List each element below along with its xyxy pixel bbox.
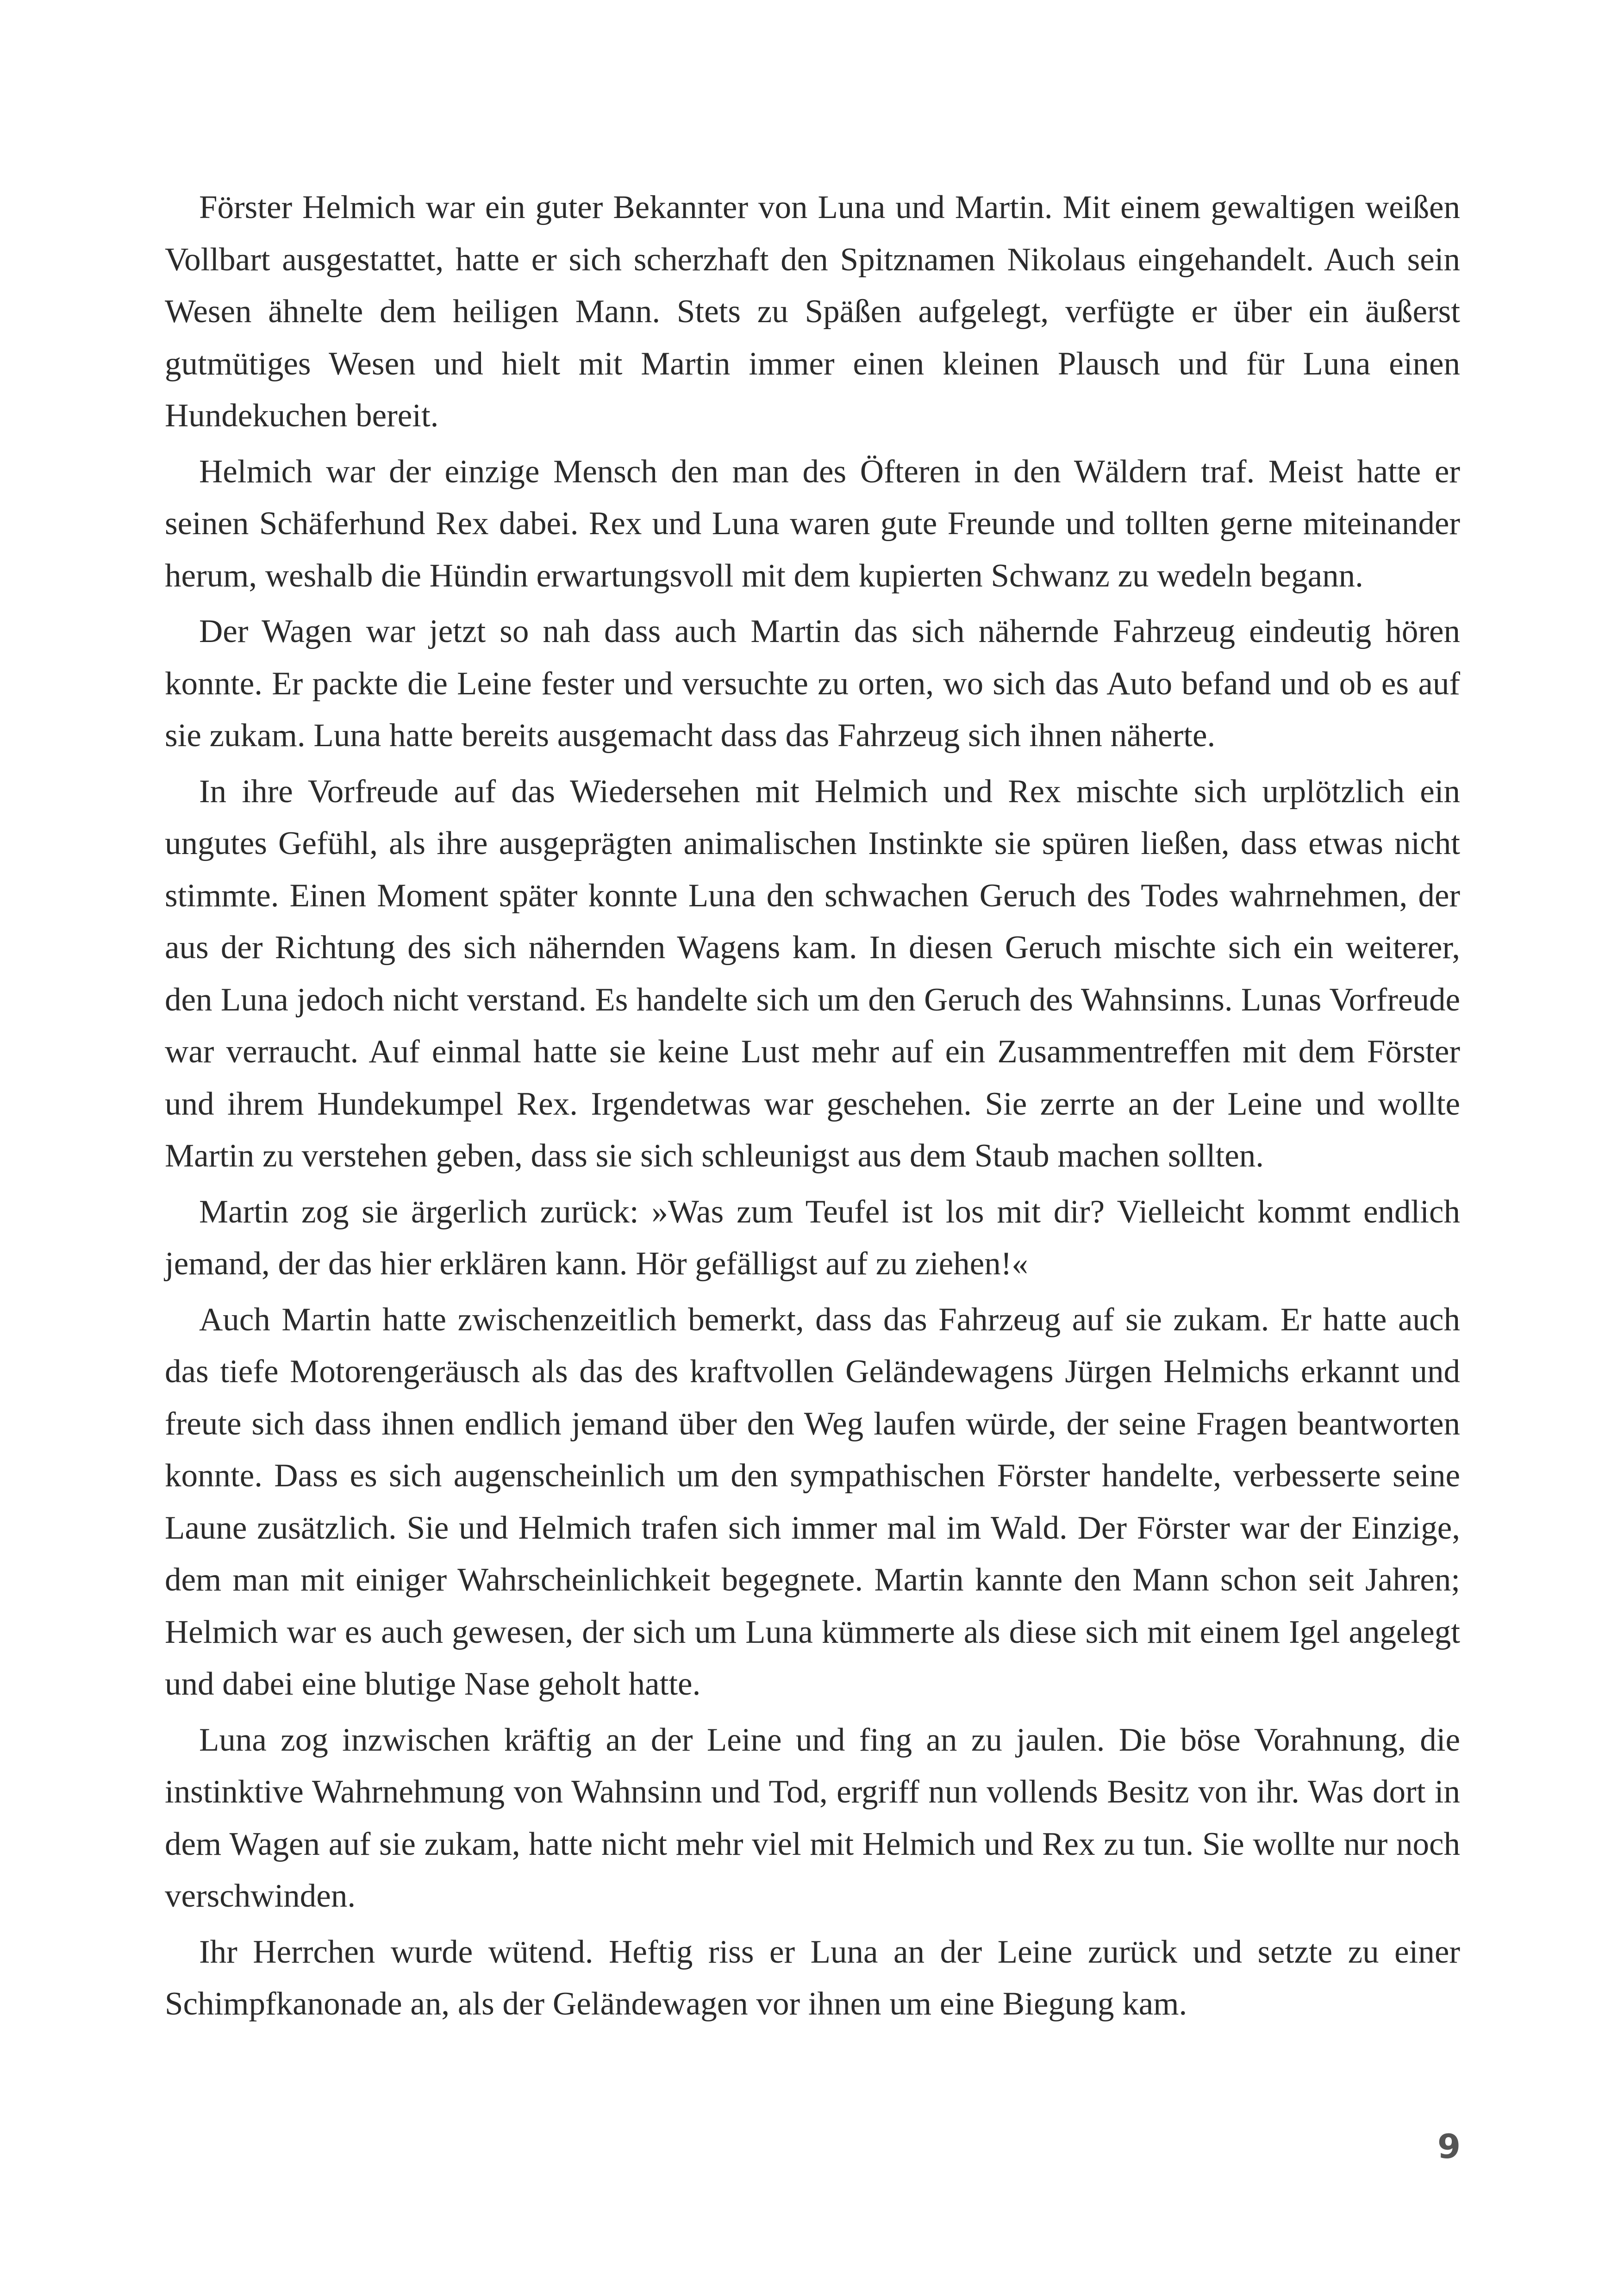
paragraph: Luna zog inzwischen kräftig an der Leine und fing an zu jaulen. Die böse Vorahnung, die instinktive Wahrnehmung von Wahnsinn und Tod, ergriff nun vollends Besitz von ihr. Was dort in dem Wagen auf sie zukam, hatte nicht mehr viel mit Helmich und Rex zu tun. Sie wollte nur noch verschwinden. bbox=[165, 1721, 1460, 1914]
paragraph: Auch Martin hatte zwischenzeitlich bemerkt, dass das Fahrzeug auf sie zukam. Er hatte auch das tiefe Motorengeräusch als das des kraftvollen Geländewagens Jürgen Helmichs erkannt und freute sich dass ihnen endlich jemand über den Weg laufen würde, der seine Fragen beantworten konnte. Dass es sich augenscheinlich um den sympathischen Förster handelte, verbesserte seine Laune zusätzlich. Sie und Helmich trafen sich immer mal im Wald. Der Förster war der Einzige, dem man mit einiger Wahrscheinlichkeit begegnete. Martin kannte den Mann schon seit Jahren; Helmich war es auch gewesen, der sich um Luna kümmerte als diese sich mit einem Igel angelegt und dabei eine blutige Nase geholt hatte. bbox=[165, 1301, 1460, 1702]
paragraph: Helmich war der einzige Mensch den man des Öfteren in den Wäldern traf. Meist hatte er seinen Schäferhund Rex dabei. Rex und Luna waren gute Freunde und tollten gerne miteinander herum, weshalb die Hündin erwartungsvoll mit dem kupierten Schwanz zu wedeln begann. bbox=[165, 453, 1460, 594]
paragraph: Ihr Herrchen wurde wütend. Heftig riss er Luna an der Leine zurück und setzte zu einer Schimpfkanonade an, als der Geländewagen vor ihnen um eine Biegung kam. bbox=[165, 1933, 1460, 2022]
paragraph: Förster Helmich war ein guter Bekannter von Luna und Martin. Mit einem gewaltigen weißen Vollbart ausgestattet, hatte er sich scherzhaft den Spitznamen Nikolaus eingehandelt. Auch sein Wesen ähnelte dem heiligen Mann. Stets zu Späßen aufgelegt, verfügte er über ein äußerst gutmütiges Wesen und hielt mit Martin immer einen kleinen Plausch und für Luna einen Hundekuchen bereit. bbox=[165, 189, 1460, 434]
body-text bbox=[165, 181, 1460, 2034]
page-number-text: 9 bbox=[1437, 2129, 1461, 2166]
page-number bbox=[1430, 2129, 1468, 2166]
paragraph: Der Wagen war jetzt so nah dass auch Martin das sich nähernde Fahrzeug eindeutig hören konnte. Er packte die Leine fester und versuchte zu orten, wo sich das Auto befand und ob es auf sie zukam. Luna hatte bereits ausgemacht dass das Fahrzeug sich ihnen näherte. bbox=[165, 613, 1460, 754]
paragraph: In ihre Vorfreude auf das Wiedersehen mit Helmich und Rex mischte sich urplötzlich ein ungutes Gefühl, als ihre ausgeprägten animalischen Instinkte sie spüren ließen, dass etwas nicht stimmte. Einen Moment später konnte Luna den schwachen Geruch des Todes wahrnehmen, der aus der Richtung des sich nähernden Wagens kam. In diesen Geruch mischte sich ein weiterer, den Luna jedoch nicht verstand. Es handelte sich um den Geruch des Wahnsinns. Lunas Vorfreude war verraucht. Auf einmal hatte sie keine Lust mehr auf ein Zusammentreffen mit dem Förster und ihrem Hundekumpel Rex. Irgendetwas war geschehen. Sie zerrte an der Leine und wollte Martin zu verstehen geben, dass sie sich schleunigst aus dem Staub machen sollten. bbox=[165, 773, 1460, 1174]
paragraph: Martin zog sie ärgerlich zurück: »Was zum Teufel ist los mit dir? Vielleicht kommt endlich jemand, der das hier erklären kann. Hör gefälligst auf zu ziehen!« bbox=[165, 1193, 1460, 1282]
